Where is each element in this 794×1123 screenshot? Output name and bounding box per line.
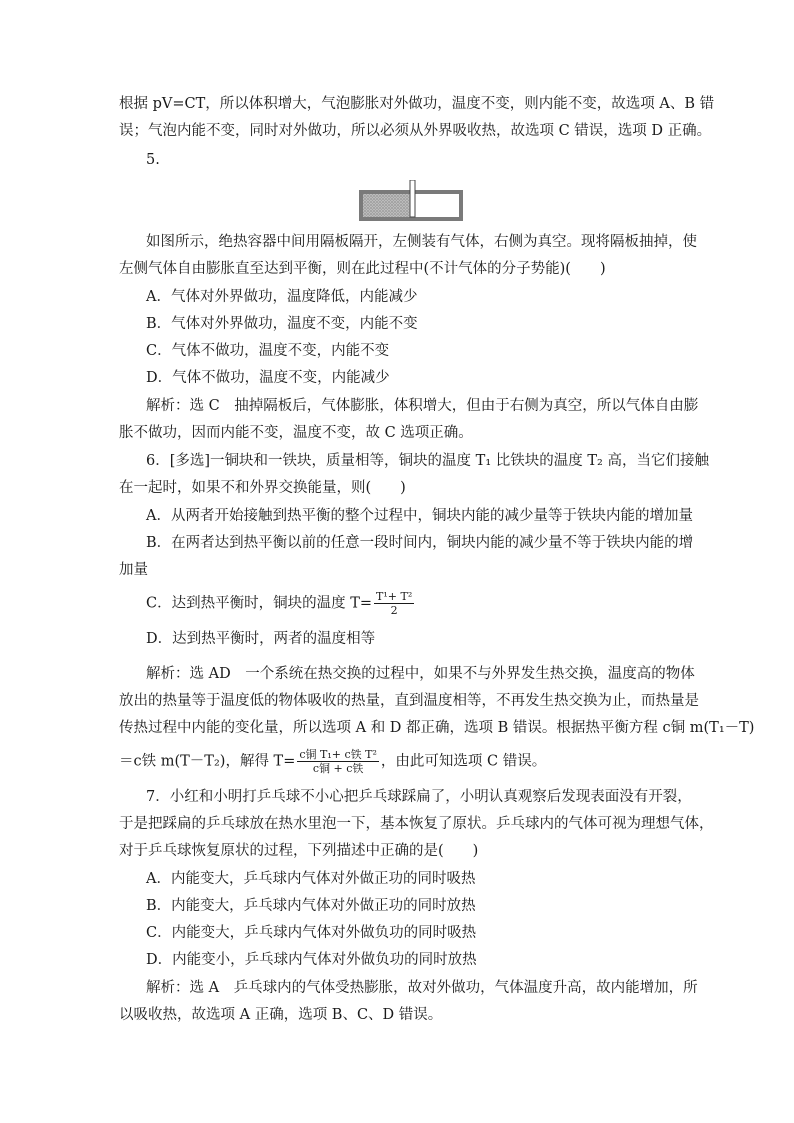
- question-6-analysis-4-end: ，由此可知选项 C 错误。: [380, 753, 547, 770]
- question-5-analysis-2: 胀不做功，因而内能不变，温度不变，故 C 选项正确。: [119, 425, 473, 441]
- analysis-fraction-denominator: c铜 + c铁: [312, 762, 364, 775]
- intro-line-2: 误；气泡内能不变，同时对外做功，所以必须从外界吸收热，故选项 C 错误，选项 D 正确。: [119, 123, 712, 139]
- question-6-analysis-3: 传热过程中内能的变化量，所以选项 A 和 D 都正确，选项 B 错误。根据热平衡方程 c铜 m(T₁－T): [119, 720, 755, 736]
- question-7-option-b: B．内能变大，乒乓球内气体对外做正功的同时放热: [146, 898, 476, 914]
- option-c-fraction: [374, 590, 414, 617]
- question-6-option-b-2: 加量: [119, 562, 148, 578]
- question-5-stem-2: 左侧气体自由膨胀直至达到平衡，则在此过程中(不计气体的分子势能)( ): [119, 261, 606, 277]
- question-7-option-d: D．内能变小，乒乓球内气体对外做负功的同时放热: [146, 952, 477, 968]
- question-5-option-a: A．气体对外界做功，温度降低，内能减少: [146, 289, 418, 305]
- insulated-container-diagram: [358, 180, 464, 222]
- question-7-analysis-2: 以吸收热，故选项 A 正确，选项 B、C、D 错误。: [119, 1007, 443, 1023]
- analysis-fraction: [297, 748, 379, 775]
- question-6-option-c-text: C．达到热平衡时，铜块的温度 T=: [146, 595, 373, 612]
- question-6-analysis-4-start: ＝c铁 m(T－T₂)，解得 T=: [119, 753, 296, 770]
- question-7-option-a: A．内能变大，乒乓球内气体对外做正功的同时吸热: [146, 871, 476, 887]
- question-6-analysis-1: 解析：选 AD 一个系统在热交换的过程中，如果不与外界发生热交换，温度高的物体: [146, 666, 695, 682]
- intro-line-1: 根据 pV=CT，所以体积增大，气泡膨胀对外做功，温度不变，则内能不变，故选项 A、B 错: [119, 96, 715, 112]
- question-5-option-c: C．气体不做功，温度不变，内能不变: [146, 343, 390, 359]
- question-6-analysis-4: [119, 748, 546, 775]
- option-c-fraction-denominator: 2: [390, 604, 398, 617]
- question-5-option-d: D．气体不做功，温度不变，内能减少: [146, 370, 390, 386]
- partition-plate: [410, 180, 415, 217]
- question-5-number: 5.: [146, 152, 160, 168]
- question-6-stem-2: 在一起时，如果不和外界交换能量，则( ): [119, 480, 406, 496]
- question-6-option-a: A．从两者开始接触到热平衡的整个过程中，铜块内能的减少量等于铁块内能的增加量: [146, 508, 693, 524]
- question-5-option-b: B．气体对外界做功，温度不变，内能不变: [146, 316, 418, 332]
- question-6-stem-1: 6．[多选]一铜块和一铁块，质量相等，铜块的温度 T₁ 比铁块的温度 T₂ 高，当它们接触: [146, 453, 709, 469]
- question-6-analysis-2: 放出的热量等于温度低的物体吸收的热量，直到温度相等，不再发生热交换为止，而热量是: [119, 693, 699, 709]
- question-6-option-d: D．达到热平衡时，两者的温度相等: [146, 631, 376, 647]
- question-7-analysis-1: 解析：选 A 乒乓球内的气体受热膨胀，故对外做功，气体温度升高，故内能增加，所: [146, 980, 698, 996]
- question-7-stem-2: 于是把踩扁的乒乓球放在热水里泡一下，基本恢复了原状。乒乓球内的气体可视为理想气体，: [119, 816, 714, 832]
- question-7-stem-1: 7．小红和小明打乒乓球不小心把乒乓球踩扁了，小明认真观察后发现表面没有开裂，: [146, 789, 692, 805]
- question-6-option-b-1: B．在两者达到热平衡以前的任意一段时间内，铜块内能的减少量不等于铁块内能的增: [146, 535, 694, 551]
- analysis-fraction-numerator: c铜 T₁+ c铁 T²: [299, 748, 377, 761]
- question-7-stem-3: 对于乒乓球恢复原状的过程，下列描述中正确的是( ): [119, 843, 479, 859]
- question-6-option-c: [146, 590, 416, 617]
- question-7-option-c: C．内能变大，乒乓球内气体对外做负功的同时吸热: [146, 925, 477, 941]
- option-c-fraction-numerator: T¹+ T²: [376, 590, 413, 603]
- question-5-analysis-1: 解析：选 C 抽掉隔板后，气体膨胀，体积增大，但由于右侧为真空，所以气体自由膨: [146, 398, 699, 414]
- container-inner-right: [415, 194, 459, 217]
- container-inner-left: [363, 194, 410, 217]
- question-5-stem-1: 如图所示，绝热容器中间用隔板隔开，左侧装有气体，右侧为真空。现将隔板抽掉，使: [146, 234, 697, 250]
